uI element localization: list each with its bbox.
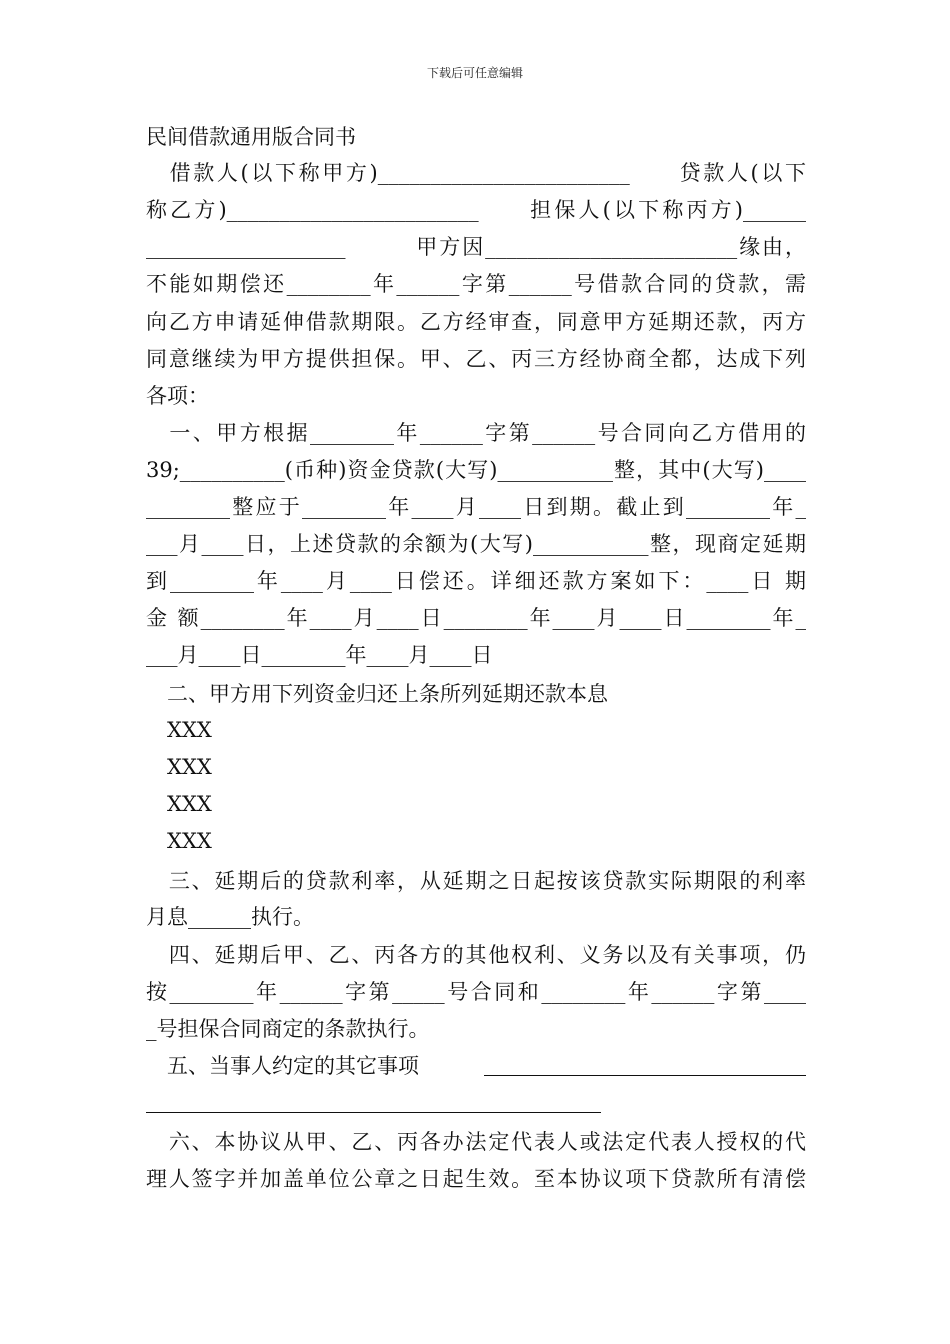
document-title: 民间借款通用版合同书	[146, 125, 356, 149]
text-line: 六、本协议从甲、乙、丙各办法定代表人或法定代表人授权的代	[146, 1130, 806, 1154]
text-line: _号担保合同商定的条款执行。	[146, 1017, 430, 1041]
text-line: 借款人(以下称甲方)________________________ 贷款人(以下	[146, 161, 806, 185]
text-line: ___月____日________年____月____日	[146, 643, 493, 667]
blank-line	[146, 1112, 601, 1113]
list-item: XXX	[146, 829, 212, 853]
page-header: 下载后可任意编辑	[426, 66, 523, 80]
text-line: ________整应于________年____月____日到期。截止到________年_	[146, 495, 806, 519]
text-line: 向乙方申请延伸借款期限。乙方经审查，同意甲方延期还款，丙方	[146, 310, 806, 334]
list-item: XXX	[146, 792, 212, 816]
text-line: 一、甲方根据________年______字第______号合同向乙方借用的	[146, 421, 806, 445]
text-line: 各项：	[146, 384, 209, 408]
text-line: 理人签字并加盖单位公章之日起生效。至本协议项下贷款所有清偿	[146, 1167, 806, 1191]
text-line: 五、当事人约定的其它事项	[146, 1054, 419, 1078]
text-line: 月息______执行。	[146, 905, 314, 929]
text-line: ___月____日，上述贷款的余额为(大写)___________整，现商定延期	[146, 532, 806, 556]
text-line: 39;__________(币种)资金贷款(大写)___________整，其中(大写)____	[146, 458, 806, 482]
list-item: XXX	[146, 718, 212, 742]
text-line: 按________年______字第_____号合同和________年______字第____	[146, 980, 806, 1004]
blank-line	[484, 1075, 806, 1076]
text-line: ___________________ 甲方因________________________缘由，	[146, 235, 806, 259]
text-line: 金 额________年____月____日________年____月____日________年_	[146, 606, 806, 630]
text-line: 三、延期后的贷款利率，从延期之日起按该贷款实际期限的利率	[146, 869, 806, 893]
list-item: XXX	[146, 755, 212, 779]
text-line: 四、延期后甲、乙、丙各方的其他权利、义务以及有关事项，仍	[146, 943, 806, 967]
text-line: 到________年____月____日偿还。详细还款方案如下：____日 期	[146, 569, 806, 593]
text-line: 二、甲方用下列资金归还上条所列延期还款本息	[146, 682, 608, 706]
text-line: 称乙方)________________________ 担保人(以下称丙方)______	[146, 198, 806, 222]
text-line: 不能如期偿还________年______字第______号借款合同的贷款，需	[146, 272, 806, 296]
text-line: 同意继续为甲方提供担保。甲、乙、丙三方经协商全都，达成下列	[146, 347, 806, 371]
